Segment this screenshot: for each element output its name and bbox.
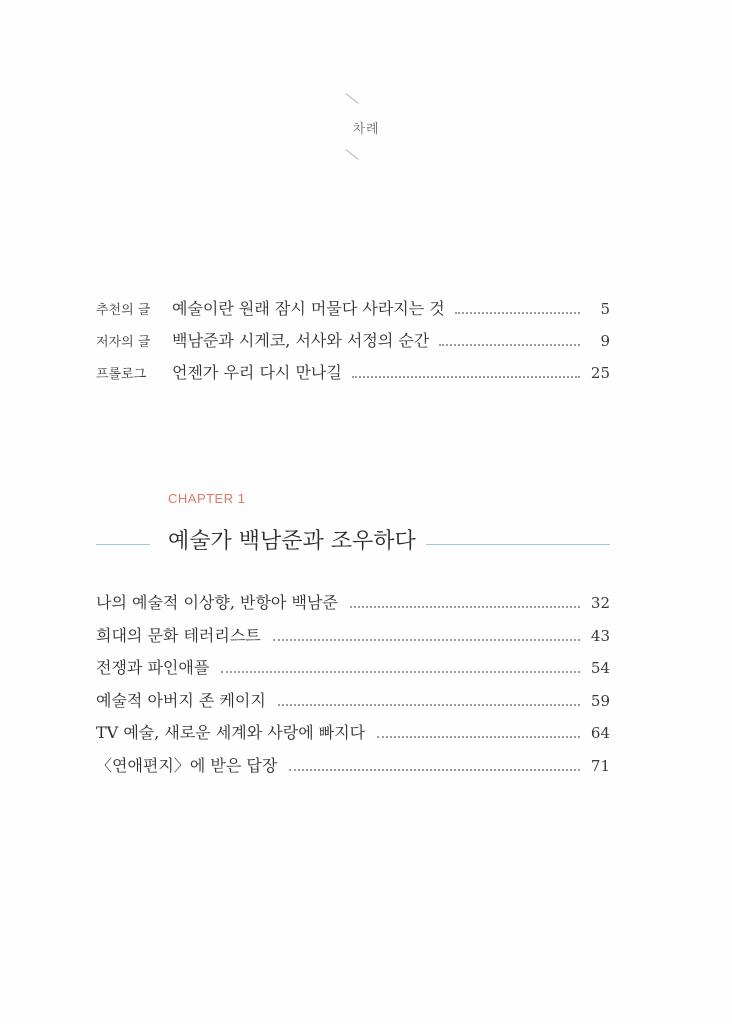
- ornament-bottom: [345, 149, 358, 160]
- toc-entry[interactable]: [96, 623, 610, 656]
- entry-title: 전쟁과 파인애플: [96, 658, 210, 677]
- heading-rule-left: [96, 544, 150, 545]
- leader-dots: [455, 312, 580, 314]
- front-matter-title: 예술이란 원래 잠시 머물다 사라지는 것: [172, 299, 445, 318]
- ornament-top: [345, 93, 358, 104]
- toc-header: [0, 92, 732, 162]
- toc-entry[interactable]: [96, 720, 610, 753]
- page-number: 9: [600, 332, 610, 350]
- page-number: 59: [590, 691, 610, 710]
- chapter-heading: [96, 520, 610, 560]
- chapter-entry-list: [96, 590, 610, 785]
- entry-title: TV 예술, 새로운 세계와 사랑에 빠지다: [96, 723, 366, 742]
- page-number: 25: [590, 364, 610, 382]
- chapter-title: 예술가 백남준과 조우하다: [168, 529, 416, 554]
- leader-dots: [439, 344, 580, 346]
- leader-dots: [273, 639, 580, 641]
- leader-dots: [289, 769, 580, 771]
- heading-rule-right: [426, 544, 610, 545]
- toc-entry[interactable]: [96, 590, 610, 623]
- front-matter-label: 프롤로그: [96, 367, 147, 382]
- page-number: 71: [590, 756, 610, 775]
- front-matter-list: [96, 296, 610, 392]
- chapter-label: CHAPTER 1: [168, 491, 246, 506]
- entry-title: 희대의 문화 테러리스트: [96, 625, 261, 645]
- toc-entry[interactable]: [96, 655, 610, 688]
- leader-dots: [377, 736, 580, 738]
- front-matter-row[interactable]: [96, 296, 610, 328]
- page-number: 64: [590, 724, 610, 742]
- page-number: 32: [590, 594, 610, 612]
- leader-dots: [221, 671, 580, 673]
- front-matter-title: 백남준과 시게코, 서사와 서정의 순간: [172, 331, 430, 350]
- leader-dots: [352, 376, 580, 378]
- entry-title: 나의 예술적 이상향, 반항아 백남준: [96, 593, 338, 612]
- front-matter-row[interactable]: [96, 360, 610, 392]
- front-matter-label: 저자의 글: [96, 335, 151, 350]
- page-number: 54: [590, 659, 610, 677]
- entry-title: 예술적 아버지 존 케이지: [96, 690, 266, 710]
- leader-dots: [278, 704, 580, 706]
- entry-title: 〈연애편지〉에 받은 답장: [96, 755, 278, 775]
- front-matter-row[interactable]: [96, 328, 610, 360]
- front-matter-label: 추천의 글: [96, 303, 151, 318]
- page-number: 5: [600, 300, 610, 318]
- toc-entry[interactable]: [96, 688, 610, 721]
- toc-entry[interactable]: [96, 753, 610, 786]
- front-matter-title: 언젠가 우리 다시 만나길: [172, 363, 342, 382]
- toc-title: 차례: [352, 122, 380, 137]
- leader-dots: [350, 606, 580, 608]
- page-number: 43: [590, 626, 610, 645]
